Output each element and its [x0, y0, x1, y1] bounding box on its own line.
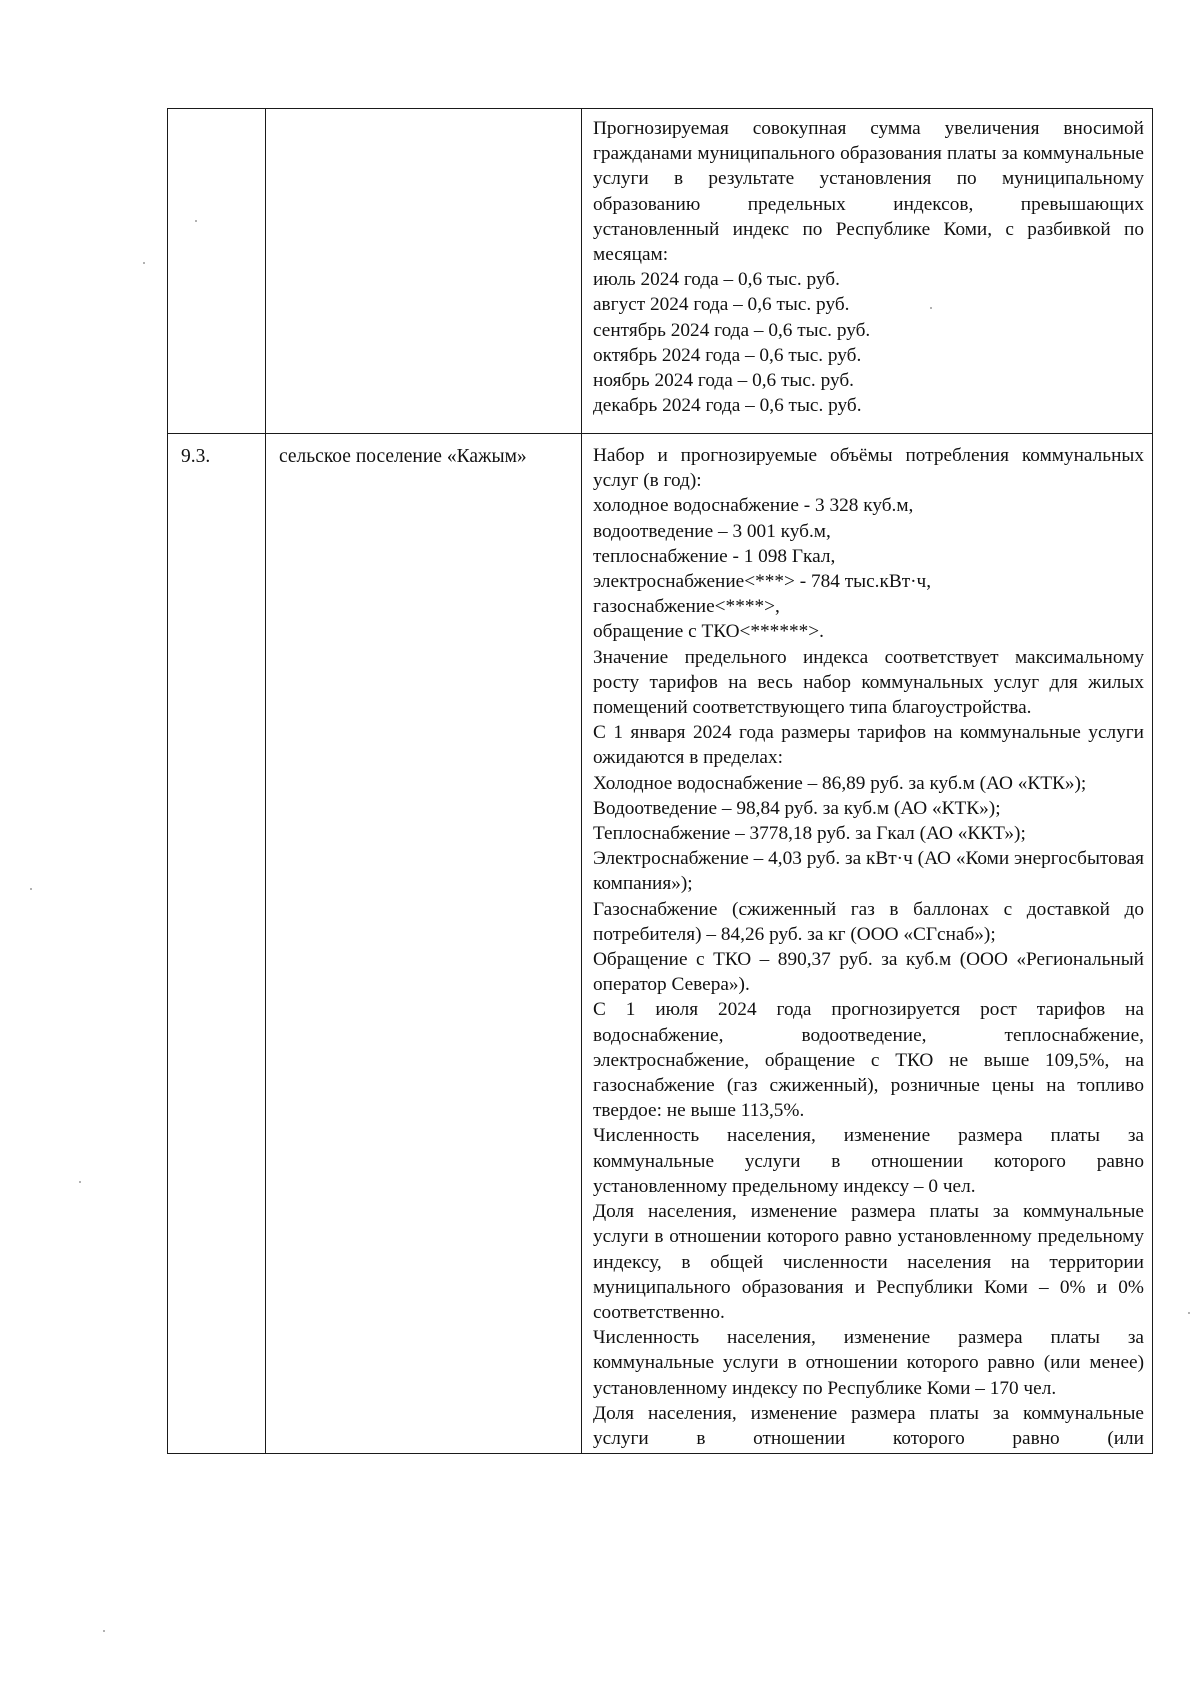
- paragraph: С 1 января 2024 года размеры тарифов на коммунальные услуги ожидаются в пределах:: [593, 722, 1144, 769]
- tariff-index-table: [167, 108, 1153, 1454]
- paragraph: С 1 июля 2024 года прогнозируется рост тарифов на водоснабжение, водоотведение, теплоснабжение, электроснабжение, обращение с ТКО не выше 109,5%, на газоснабжение (газ сжиженный), розничные цены на топливо твердое: не выше 113,5%.: [593, 999, 1144, 1122]
- table-row: [168, 109, 1153, 434]
- paragraph: Газоснабжение (сжиженный газ в баллонах с доставкой до потребителя) – 84,26 руб. за кг (ООО «СГснаб»);: [593, 898, 1144, 945]
- paragraph: июль 2024 года – 0,6 тыс. руб.: [593, 269, 840, 291]
- paragraph: Доля населения, изменение размера платы за коммунальные услуги в отношении которого равно установленному предельному индексу, в общей численности населения на территории муниципального образования и Республики Коми – 0% и 0% соответственно.: [593, 1201, 1144, 1323]
- paragraph: электроснабжение<***> - 784 тыс.кВт·ч,: [593, 571, 932, 593]
- paragraph: Водоотведение – 98,84 руб. за куб.м (АО «КТК»);: [593, 797, 1001, 819]
- table-row: [168, 434, 1153, 1454]
- paragraph: август 2024 года – 0,6 тыс. руб.: [593, 294, 850, 316]
- paragraph: Прогнозируемая совокупная сумма увеличения вносимой гражданами муниципального образования платы за коммунальные услуги в результате установления по муниципальному образованию предельных индексов, превышающих установленный индекс по Республике Коми, с разбивкой по месяцам:: [593, 118, 1144, 266]
- scan-speck: [103, 1630, 105, 1632]
- paragraph: Обращение с ТКО – 890,37 руб. за куб.м (ООО «Региональный оператор Севера»).: [593, 949, 1144, 996]
- scan-speck: [143, 262, 145, 264]
- row-number-cell: 9.3.: [168, 434, 266, 1454]
- paragraph: Численность населения, изменение размера платы за коммунальные услуги в отношении которого равно (или менее) установленному индексу по Республике Коми – 170 чел.: [593, 1327, 1144, 1399]
- paragraph: Значение предельного индекса соответствует максимальному росту тарифов на весь набор коммунальных услуг для жилых помещений соответствующего типа благоустройства.: [593, 646, 1144, 719]
- paragraph: октябрь 2024 года – 0,6 тыс. руб.: [593, 344, 862, 366]
- paragraph: водоотведение – 3 001 куб.м,: [593, 520, 831, 542]
- paragraph: Электроснабжение – 4,03 руб. за кВт·ч (АО «Коми энергосбытовая компания»);: [593, 848, 1144, 895]
- scan-speck: [1188, 1312, 1190, 1314]
- paragraph: Теплоснабжение – 3778,18 руб. за Гкал (АО «ККТ»);: [593, 823, 1026, 845]
- scan-speck: [79, 1181, 81, 1183]
- paragraph: теплоснабжение - 1 098 Гкал,: [593, 545, 836, 567]
- row-number-cell: [168, 109, 266, 434]
- paragraph: Холодное водоснабжение – 86,89 руб. за куб.м (АО «КТК»);: [593, 772, 1087, 794]
- description-cell: [582, 434, 1153, 1454]
- municipality-name-cell: [266, 109, 582, 434]
- paragraph: обращение с ТКО<******>.: [593, 621, 824, 643]
- paragraph: ноябрь 2024 года – 0,6 тыс. руб.: [593, 370, 854, 392]
- paragraph: сентябрь 2024 года – 0,6 тыс. руб.: [593, 319, 871, 341]
- paragraph: Доля населения, изменение размера платы за коммунальные услуги в отношении которого равно (или: [593, 1402, 1144, 1449]
- municipality-name-cell: сельское поселение «Кажым»: [266, 434, 582, 1454]
- scan-speck: [30, 888, 32, 890]
- paragraph: газоснабжение<****>,: [593, 596, 780, 618]
- paragraph: Численность населения, изменение размера платы за коммунальные услуги в отношении которого равно установленному предельному индексу – 0 чел.: [593, 1125, 1144, 1197]
- paragraph: Набор и прогнозируемые объёмы потребления коммунальных услуг (в год):: [593, 445, 1144, 492]
- description-cell: [582, 109, 1153, 434]
- paragraph: декабрь 2024 года – 0,6 тыс. руб.: [593, 395, 862, 417]
- paragraph: холодное водоснабжение - 3 328 куб.м,: [593, 495, 914, 517]
